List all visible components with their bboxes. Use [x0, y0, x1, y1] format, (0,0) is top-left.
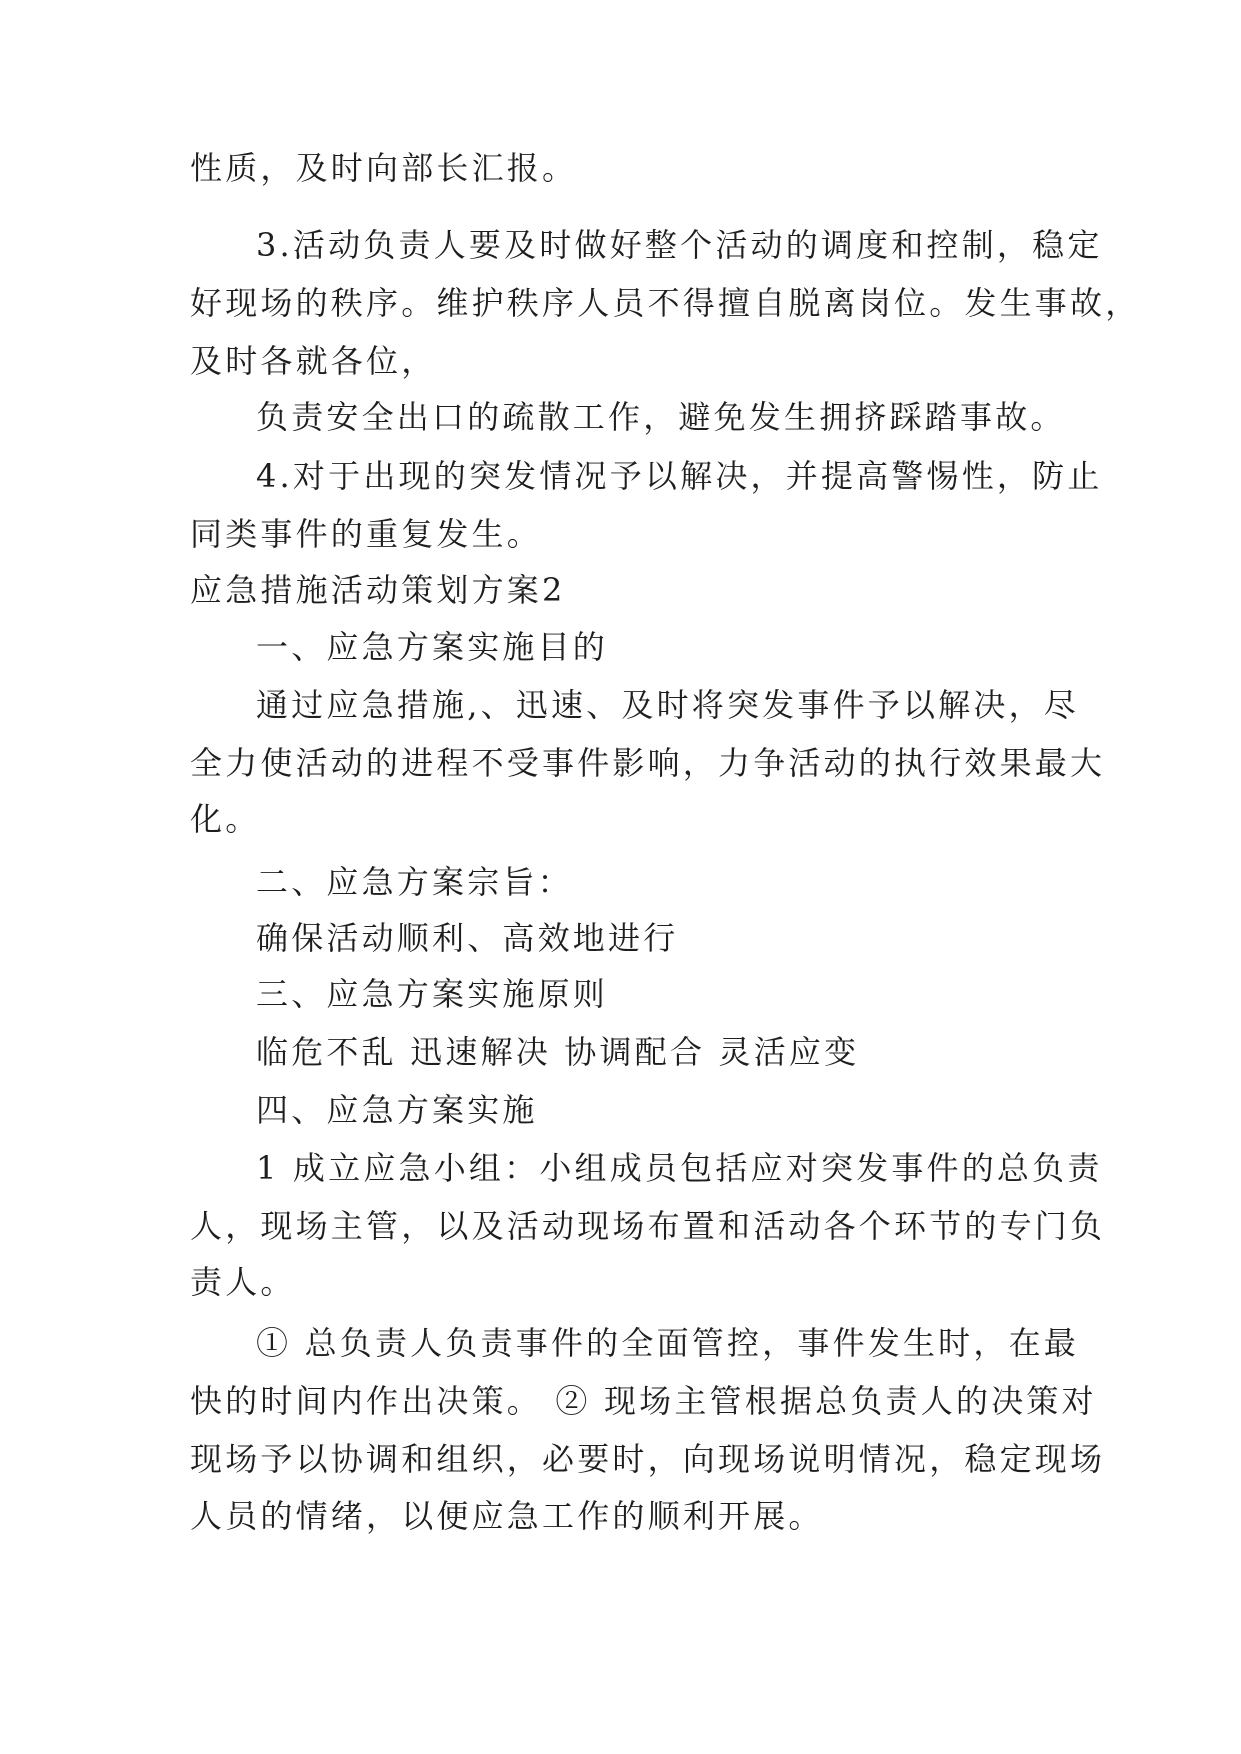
paragraph-item-4-line-2: 同类事件的重复发生。 [190, 515, 543, 553]
paragraph-purpose-line-3: 化。 [190, 800, 261, 838]
paragraph-roles-line-1: ① 总负责人负责事件的全面管控，事件发生时，在最 [256, 1324, 1079, 1362]
heading-implementation: 四、应急方案实施 [256, 1091, 538, 1129]
paragraph-continuation: 性质，及时向部长汇报。 [190, 149, 578, 187]
paragraph-item-3-line-1: 3.活动负责人要及时做好整个活动的调度和控制，稳定 [256, 226, 1103, 264]
heading-purpose: 一、应急方案实施目的 [256, 628, 609, 666]
paragraph-item-3-line-2: 好现场的秩序。维护秩序人员不得擅自脱离岗位。发生事故， [190, 284, 1141, 322]
paragraph-purpose-line-1: 通过应急措施,、迅速、及时将突发事件予以解决，尽 [256, 686, 1079, 724]
paragraph-item-4-line-1: 4.对于出现的突发情况予以解决，并提高警惕性，防止 [256, 457, 1103, 495]
paragraph-roles-line-3: 现场予以协调和组织，必要时，向现场说明情况，稳定现场 [190, 1440, 1106, 1478]
section-title: 应急措施活动策划方案2 [190, 571, 566, 609]
paragraph-team-line-3: 责人。 [190, 1263, 296, 1301]
paragraph-roles-line-2: 快的时间内作出决策。 ② 现场主管根据总负责人的决策对 [190, 1382, 1097, 1420]
paragraph-principles: 临危不乱 迅速解决 协调配合 灵活应变 [256, 1033, 860, 1071]
paragraph-team-line-1: 1 成立应急小组：小组成员包括应对突发事件的总负责 [256, 1149, 1103, 1187]
paragraph-item-3-line-3: 及时各就各位， [190, 342, 437, 380]
paragraph-tenet: 确保活动顺利、高效地进行 [256, 919, 679, 957]
heading-tenet: 二、应急方案宗旨： [256, 863, 573, 901]
paragraph-purpose-line-2: 全力使活动的进程不受事件影响，力争活动的执行效果最大 [190, 744, 1106, 782]
heading-principles: 三、应急方案实施原则 [256, 975, 609, 1013]
paragraph-evacuation: 负责安全出口的疏散工作，避免发生拥挤踩踏事故。 [256, 398, 1066, 436]
paragraph-roles-line-4: 人员的情绪，以便应急工作的顺利开展。 [190, 1497, 824, 1535]
paragraph-team-line-2: 人，现场主管，以及活动现场布置和活动各个环节的专门负 [190, 1207, 1106, 1245]
